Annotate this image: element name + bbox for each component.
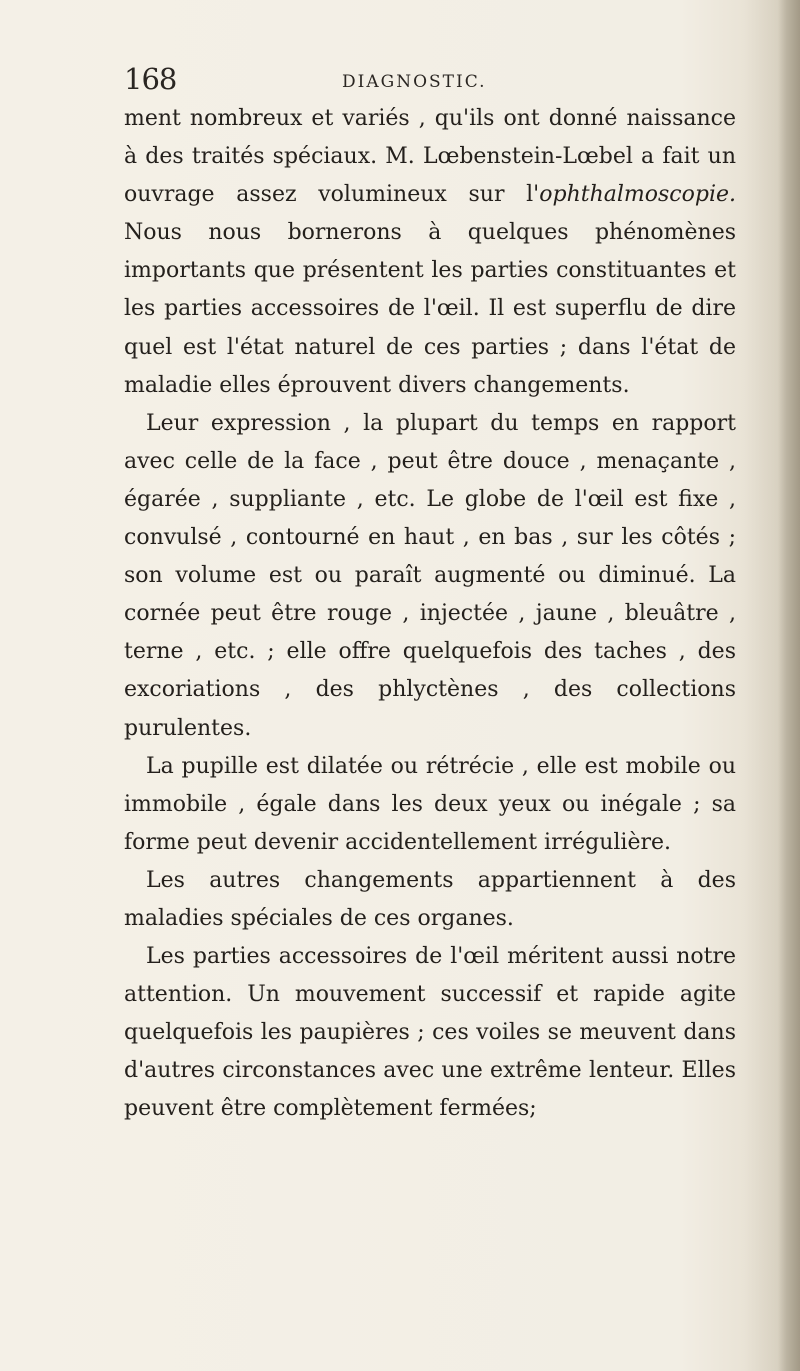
page-gutter-shadow <box>778 0 800 1371</box>
paragraph-1-text-start: ment nombreux et variés , qu'ils ont donné naissance à des traités spéciaux. M. Lœbenstein-Lœbel a fait un ouvrage assez volumineux sur l' <box>124 106 736 208</box>
body-text <box>124 100 736 1129</box>
paragraph-2: Leur expression , la plupart du temps en rapport avec celle de la face , peut être douce , menaçante , égarée , suppliante , etc. Le globe de l'œil est fixe , convulsé , contourné en haut , en bas , sur les côtés ; son volume est ou paraît augmenté ou diminué. La cornée peut être rouge , injectée , jaune , bleuâtre , terne , etc. ; elle offre quelquefois des taches , des excoriations , des phlyctènes , des collections purulentes. <box>124 410 736 741</box>
page-number: 168 <box>124 62 177 96</box>
paragraph-1-italic-term: ophthalmoscopie. <box>539 182 736 208</box>
paragraph-3: La pupille est dilatée ou rétrécie , elle est mobile ou immobile , égale dans les deux yeux ou inégale ; sa forme peut devenir accidentellement irrégulière. <box>124 753 736 855</box>
paragraph-1-text-end: Nous nous bornerons à quelques phénomènes importants que présentent les parties constituantes et les parties accessoires de l'œil. Il est superflu de dire quel est l'état naturel de ces parties ; dans l'état de maladie elles éprouvent divers changements. <box>124 220 736 398</box>
page-header <box>124 62 684 102</box>
paragraph-1 <box>124 100 736 405</box>
paragraph-5: Les parties accessoires de l'œil méritent aussi notre attention. Un mouvement successif et rapide agite quelquefois les paupières ; ces voiles se meuvent dans d'autres circonstances avec une extrême lenteur. Elles peuvent être complètement fermées; <box>124 944 736 1122</box>
paragraph-4: Les autres changements appartiennent à des maladies spéciales de ces organes. <box>124 867 736 931</box>
running-head: DIAGNOSTIC. <box>342 72 487 92</box>
